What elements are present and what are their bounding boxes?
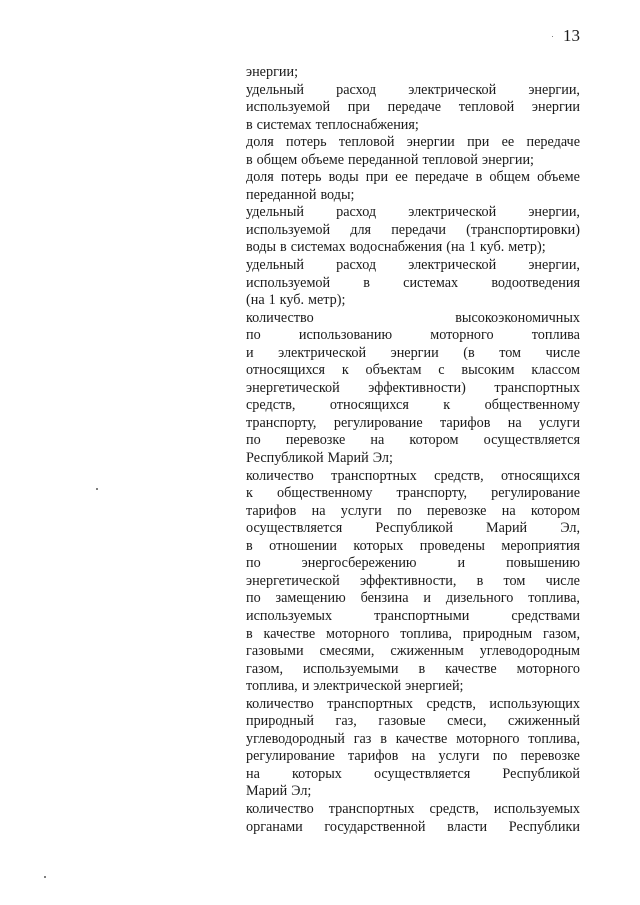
word: которых bbox=[291, 765, 342, 782]
text-line bbox=[246, 397, 580, 415]
word: к bbox=[341, 362, 349, 379]
word: в bbox=[475, 169, 483, 186]
text-line bbox=[246, 573, 580, 591]
word: в bbox=[380, 730, 387, 747]
word: Эл; bbox=[291, 783, 312, 800]
word: объеме bbox=[537, 169, 580, 186]
word: в bbox=[418, 660, 426, 677]
word: Марий bbox=[327, 450, 369, 467]
text-line bbox=[246, 555, 580, 573]
word: количество bbox=[246, 467, 314, 484]
scan-speck bbox=[44, 876, 46, 878]
word: объеме bbox=[301, 151, 345, 168]
word: воды bbox=[328, 169, 359, 186]
text-line bbox=[246, 152, 580, 170]
word: системах bbox=[256, 116, 312, 133]
text-line bbox=[246, 327, 580, 345]
word: в bbox=[246, 537, 253, 554]
word: регулирование bbox=[491, 485, 580, 502]
word: энергии, bbox=[528, 257, 580, 274]
word: топлива, bbox=[400, 625, 452, 642]
word: при bbox=[365, 169, 389, 186]
word: к bbox=[443, 397, 451, 414]
word: эффективности) bbox=[368, 379, 466, 396]
word: тепловой bbox=[422, 151, 479, 168]
text-line bbox=[246, 82, 580, 100]
word: отношении bbox=[269, 537, 337, 554]
word: повышению bbox=[506, 555, 580, 572]
word: доля bbox=[246, 169, 274, 186]
scan-speck bbox=[552, 36, 553, 37]
word: власти bbox=[447, 818, 488, 835]
word: классом bbox=[531, 362, 580, 379]
word: Марий bbox=[246, 783, 288, 800]
word: использованию bbox=[298, 327, 393, 344]
word: передачи bbox=[391, 221, 446, 238]
word: используемой bbox=[246, 99, 331, 116]
word: переданной bbox=[348, 151, 419, 168]
word: воды bbox=[246, 239, 277, 256]
word: (на bbox=[446, 239, 465, 256]
word: качестве bbox=[395, 730, 448, 747]
scan-speck bbox=[96, 488, 98, 490]
word: 1 bbox=[468, 239, 476, 256]
text-line bbox=[246, 748, 580, 766]
text-line bbox=[246, 310, 580, 328]
word: энергии bbox=[390, 344, 439, 361]
page-number: 13 bbox=[563, 26, 580, 45]
word: топлива, bbox=[246, 678, 298, 695]
word: расход bbox=[336, 257, 377, 274]
word: (на bbox=[246, 292, 265, 309]
word: и bbox=[457, 555, 466, 572]
word: углеводородным bbox=[479, 643, 580, 660]
word: расход bbox=[336, 204, 377, 221]
text-line bbox=[246, 766, 580, 784]
word: электрической bbox=[408, 257, 497, 274]
word: на bbox=[246, 765, 260, 782]
word: потерь bbox=[280, 169, 322, 186]
word: топлива, bbox=[528, 730, 580, 747]
word: перевозке bbox=[285, 432, 346, 449]
word: осуществляется bbox=[483, 432, 580, 449]
word: котором bbox=[409, 432, 459, 449]
word: в bbox=[363, 274, 370, 291]
word: тарифов bbox=[246, 502, 297, 519]
word: высоким bbox=[461, 362, 515, 379]
word: энергетической bbox=[246, 572, 340, 589]
word: метр); bbox=[308, 292, 346, 309]
word: числе bbox=[545, 344, 580, 361]
word: расход bbox=[336, 81, 377, 98]
text-line bbox=[246, 819, 580, 837]
word: энергетической bbox=[246, 379, 340, 396]
word: Республикой bbox=[502, 765, 580, 782]
text-line bbox=[246, 696, 580, 714]
text-line bbox=[246, 608, 580, 626]
word: услуги bbox=[539, 414, 580, 431]
text-line bbox=[246, 520, 580, 538]
text-line bbox=[246, 257, 580, 275]
word: регулирование bbox=[246, 748, 335, 765]
word: куб. bbox=[279, 292, 305, 309]
word: объектам bbox=[365, 362, 422, 379]
text-line bbox=[246, 503, 580, 521]
word: передаче bbox=[414, 169, 469, 186]
word: системах bbox=[290, 239, 346, 256]
word: куб. bbox=[479, 239, 505, 256]
word: электрической bbox=[408, 81, 497, 98]
word: общественному bbox=[484, 397, 580, 414]
word: по bbox=[397, 502, 412, 519]
word: на bbox=[507, 414, 522, 431]
word: ее bbox=[395, 169, 408, 186]
word: тепловой bbox=[338, 134, 395, 151]
text-line bbox=[246, 345, 580, 363]
text-line bbox=[246, 450, 580, 468]
word: Республикой bbox=[375, 520, 453, 537]
word: общем bbox=[489, 169, 530, 186]
word: и bbox=[423, 590, 432, 607]
word: замещению bbox=[275, 590, 346, 607]
word: к bbox=[246, 485, 253, 502]
word: и bbox=[301, 678, 310, 695]
word: газ, bbox=[335, 713, 357, 730]
word: на bbox=[311, 502, 326, 519]
word: сжиженный bbox=[508, 713, 580, 730]
word: смесями, bbox=[319, 643, 375, 660]
word: транспорту, bbox=[246, 414, 317, 431]
word: бензина bbox=[360, 590, 409, 607]
word: (в bbox=[463, 344, 475, 361]
word: в bbox=[246, 625, 253, 642]
word: с bbox=[438, 362, 445, 379]
word: общественному bbox=[277, 485, 373, 502]
word: энергией; bbox=[405, 678, 464, 695]
word: средствами bbox=[511, 607, 580, 624]
text-line bbox=[246, 415, 580, 433]
word: используемыми bbox=[302, 660, 399, 677]
word: теплоснабжения; bbox=[315, 116, 419, 133]
text-line bbox=[246, 643, 580, 661]
word: перевозке bbox=[427, 502, 487, 519]
word: тепловой bbox=[458, 99, 515, 116]
word: энергосбережению bbox=[301, 555, 417, 572]
word: удельный bbox=[246, 204, 304, 221]
text-line bbox=[246, 678, 580, 696]
word: энергии; bbox=[246, 64, 299, 80]
text-line bbox=[246, 713, 580, 731]
word: тарифов bbox=[440, 414, 491, 431]
word: средств, bbox=[434, 467, 484, 484]
word: ее bbox=[501, 134, 515, 151]
word: на bbox=[370, 432, 385, 449]
word: Марий bbox=[485, 520, 528, 537]
word: тарифов bbox=[348, 748, 399, 765]
word: транспортными bbox=[374, 607, 470, 624]
word: Республикой bbox=[246, 450, 324, 467]
word: том bbox=[503, 572, 526, 589]
word: в bbox=[476, 572, 484, 589]
word: электрической bbox=[408, 204, 497, 221]
word: потерь bbox=[286, 134, 327, 151]
word: углеводородный bbox=[246, 730, 345, 747]
word: транспортных bbox=[327, 695, 413, 712]
word: газ bbox=[353, 730, 372, 747]
text-line bbox=[246, 117, 580, 135]
word: количество bbox=[246, 695, 314, 712]
word: энергии bbox=[406, 134, 455, 151]
word: электрической bbox=[278, 344, 367, 361]
text-line bbox=[246, 275, 580, 293]
word: передаче bbox=[387, 99, 442, 116]
text-line bbox=[246, 590, 580, 608]
word: средств, bbox=[429, 800, 479, 817]
word: качестве bbox=[263, 625, 316, 642]
word: относящихся bbox=[246, 362, 325, 379]
text-line bbox=[246, 783, 580, 801]
word: передаче bbox=[526, 134, 580, 151]
word: относящихся bbox=[329, 397, 409, 414]
text-line bbox=[246, 292, 580, 310]
word: газом, bbox=[543, 625, 580, 642]
text-line bbox=[246, 64, 580, 82]
text-line bbox=[246, 169, 580, 187]
text-line bbox=[246, 626, 580, 644]
word: метр); bbox=[508, 239, 546, 256]
word: услуги bbox=[340, 502, 382, 519]
text-line bbox=[246, 801, 580, 819]
word: услуги bbox=[438, 748, 480, 765]
word: на bbox=[501, 502, 516, 519]
word: государственной bbox=[324, 818, 426, 835]
word: газовыми bbox=[246, 643, 304, 660]
word: высокоэкономичных bbox=[455, 309, 580, 326]
word: по bbox=[246, 555, 261, 572]
word: удельный bbox=[246, 257, 304, 274]
text-line bbox=[246, 468, 580, 486]
word: дизельного bbox=[445, 590, 514, 607]
word: используемых bbox=[493, 800, 580, 817]
word: воды; bbox=[320, 186, 355, 203]
word: использующих bbox=[489, 695, 580, 712]
word: при bbox=[347, 99, 371, 116]
word: 1 bbox=[268, 292, 276, 309]
word: на bbox=[411, 748, 426, 765]
word: средств, bbox=[246, 397, 296, 414]
word: общем bbox=[256, 151, 298, 168]
word: топлива bbox=[531, 327, 580, 344]
word: транспортных bbox=[494, 379, 580, 396]
text-line bbox=[246, 204, 580, 222]
word: и bbox=[246, 344, 254, 361]
word: переданной bbox=[246, 186, 317, 203]
word: при bbox=[467, 134, 490, 151]
word: относящихся bbox=[501, 467, 580, 484]
word: числе bbox=[545, 572, 580, 589]
word: в bbox=[280, 239, 287, 256]
word: Эл, bbox=[560, 520, 580, 537]
word: энергии, bbox=[528, 204, 580, 221]
text-line bbox=[246, 731, 580, 749]
word: моторного bbox=[456, 730, 520, 747]
word: топлива, bbox=[528, 590, 580, 607]
word: проведены bbox=[419, 537, 485, 554]
text-line bbox=[246, 99, 580, 117]
word: в bbox=[246, 116, 253, 133]
word: перевозке bbox=[520, 748, 580, 765]
word: используемых bbox=[246, 607, 333, 624]
word: электрической bbox=[313, 678, 402, 695]
word: эффективности, bbox=[359, 572, 457, 589]
word: транспорту, bbox=[396, 485, 468, 502]
text-line bbox=[246, 661, 580, 679]
word: средств, bbox=[426, 695, 476, 712]
word: которых bbox=[353, 537, 404, 554]
word: количество bbox=[246, 309, 314, 326]
text-line bbox=[246, 187, 580, 205]
word: Республики bbox=[508, 818, 580, 835]
word: газовые bbox=[378, 713, 426, 730]
word: энергии, bbox=[528, 81, 580, 98]
text-line bbox=[246, 222, 580, 240]
text-line bbox=[246, 362, 580, 380]
word: количество bbox=[246, 800, 314, 817]
word: смеси, bbox=[447, 713, 487, 730]
word: по bbox=[246, 432, 261, 449]
word: качестве bbox=[445, 660, 497, 677]
word: сжиженным bbox=[390, 643, 464, 660]
text-line bbox=[246, 485, 580, 503]
word: используемой bbox=[246, 221, 331, 238]
body-text bbox=[246, 64, 580, 836]
word: энергии; bbox=[481, 151, 535, 168]
word: осуществляется bbox=[373, 765, 471, 782]
text-line bbox=[246, 134, 580, 152]
text-line bbox=[246, 239, 580, 257]
text-line bbox=[246, 380, 580, 398]
word: используемой bbox=[246, 274, 331, 291]
word: энергии bbox=[531, 99, 580, 116]
word: системах bbox=[403, 274, 459, 291]
word: регулирование bbox=[333, 414, 423, 431]
word: том bbox=[499, 344, 522, 361]
word: моторного bbox=[430, 327, 494, 344]
word: природным bbox=[462, 625, 533, 642]
word: котором bbox=[530, 502, 580, 519]
word: водоотведения bbox=[491, 274, 580, 291]
word: водоснабжения bbox=[349, 239, 443, 256]
text-line bbox=[246, 432, 580, 450]
word: органами bbox=[246, 818, 303, 835]
word: моторного bbox=[516, 660, 580, 677]
word: транспортных bbox=[331, 467, 417, 484]
word: транспортных bbox=[328, 800, 415, 817]
word: моторного bbox=[326, 625, 390, 642]
word: для bbox=[350, 221, 372, 238]
word: (транспортировки) bbox=[466, 221, 580, 238]
word: доля bbox=[246, 134, 274, 151]
word: удельный bbox=[246, 81, 304, 98]
word: природный bbox=[246, 713, 314, 730]
word: мероприятия bbox=[501, 537, 580, 554]
word: газом, bbox=[246, 660, 283, 677]
word: по bbox=[246, 590, 261, 607]
word: Эл; bbox=[372, 450, 393, 467]
word: осуществляется bbox=[246, 520, 343, 537]
word: по bbox=[246, 327, 261, 344]
text-line bbox=[246, 538, 580, 556]
word: в bbox=[246, 151, 253, 168]
word: по bbox=[492, 748, 508, 765]
